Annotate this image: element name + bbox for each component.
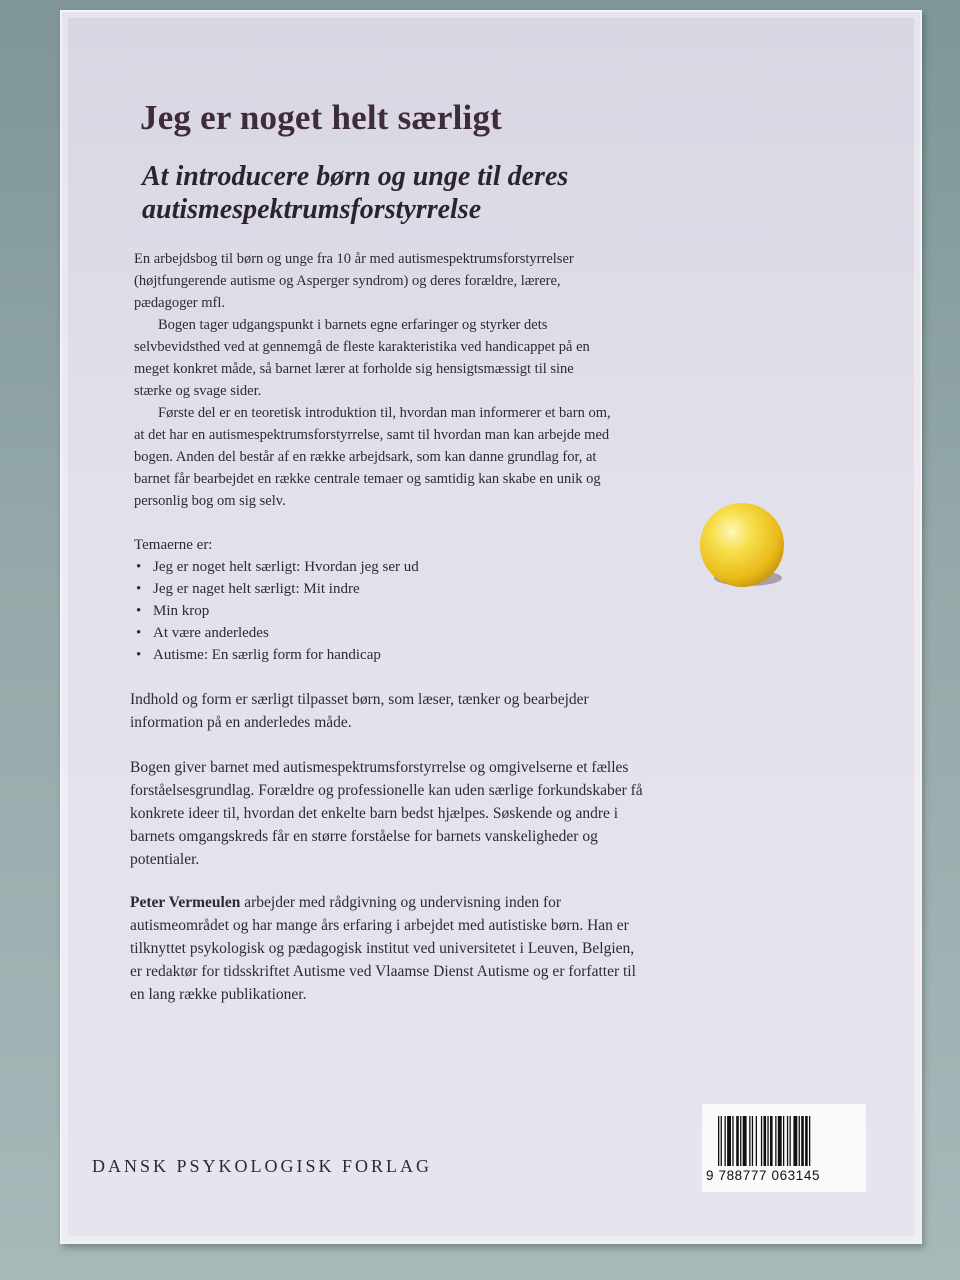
barcode-bar [764,1116,767,1166]
barcode-bar [749,1116,750,1166]
author-name: Peter Vermeulen [130,894,241,911]
book-back-cover [60,10,922,1244]
author-paragraph [130,891,650,1006]
barcode-bar [732,1116,733,1166]
theme-item [134,600,614,622]
bullet-icon: • [136,559,142,575]
themes-section [134,534,614,666]
theme-item [134,622,614,644]
intro-paragraph-1: En arbejdsbog til børn og unge fra 10 år med autismespektrumsforstyrrelser (højtfungerende autisme og Asperger syndrom) og deres forældre, lærere, pædagoger mfl. [134,251,574,311]
theme-label: Jeg er noget helt særligt: Hvordan jeg ser ud [153,559,419,575]
form-paragraph: Indhold og form er særligt tilpasset børn, som læser, tænker og bearbejder information på en anderledes måde. [130,691,589,731]
barcode-bar [736,1116,739,1166]
bullet-icon: • [136,581,142,597]
theme-item [134,578,614,600]
barcode-bar [787,1116,788,1166]
barcode-icon [708,1116,860,1168]
barcode-bar [799,1116,800,1166]
theme-label: Min krop [153,603,210,619]
barcode-bar [809,1116,810,1166]
bullet-icon: • [136,647,142,663]
themes-list [134,556,614,666]
barcode-bar [752,1116,753,1166]
themes-heading: Temaerne er: [134,537,213,553]
theme-label: Jeg er naget helt særligt: Mit indre [153,581,360,597]
barcode-bar [801,1116,804,1166]
barcode-bar [727,1116,731,1166]
bullet-icon: • [136,625,142,641]
book-title: Jeg er noget helt særligt [140,98,503,137]
theme-label: At være anderledes [153,625,269,641]
author-bio: arbejder med rådgivning og undervisning inden for autismeområdet og har mange års erfaring i arbejdet med autistiske børn. Han er tilknyttet psykologisk og pædagogisk institut ved universitetet i Leuven, Belgien, er redaktør for tidsskriftet Autisme ved Vlaamse Dienst Autisme og er forfatter til en lang række publikationer. [130,894,636,1003]
benefit-paragraph: Bogen giver barnet med autismespektrumsforstyrrelse og omgivelserne et fælles forståelsesgrundlag. Forældre og professionelle kan uden særlige forkundskaber få konkrete ideer til, hvordan det enkelte barn bedst hjælpes. Søskende og andre i barnets omgangskreds får en større forståelse for barnets vanskeligheder og potentialer. [130,759,643,868]
barcode-bar [790,1116,791,1166]
barcode [702,1104,866,1192]
intro-text [134,248,614,512]
intro-paragraph-3: Første del er en teoretisk introduktion til, hvordan man informerer et barn om, at det har en autismespektrumsforstyrrelse, samt til hvordan man kan arbejde med bogen. Anden del består af en række arbejdsark, som kan danne grundlag for, at barnet får bearbejdet en række centrale temaer og samtidig kan skabe en unik og personlig bog om sig selv. [134,405,611,509]
theme-item [134,644,614,666]
book-subtitle: At introducere børn og unge til deres autismespektrumsforstyrrelse [142,161,569,225]
barcode-bar [756,1116,757,1166]
barcode-bar [761,1116,762,1166]
yellow-ball-icon [698,502,786,590]
barcode-bar [740,1116,741,1166]
barcode-bar [778,1116,782,1166]
barcode-bar [767,1116,768,1166]
theme-item [134,556,614,578]
barcode-bar [743,1116,747,1166]
publisher-name: DANSK PSYKOLOGISK FORLAG [92,1156,433,1176]
intro-paragraph-2: Bogen tager udgangspunkt i barnets egne erfaringer og styrker dets selvbevidsthed ved at gennemgå de fleste karakteristika ved handicappet på en meget konkret måde, så barnet lærer at forholde sig hensigtsmæssigt til sine stærke og svage sider. [134,317,590,399]
bullet-icon: • [136,603,142,619]
theme-label: Autisme: En særlig form for handicap [153,647,381,663]
barcode-bar [793,1116,797,1166]
barcode-bar [770,1116,773,1166]
barcode-bar [721,1116,722,1166]
barcode-bar [725,1116,726,1166]
barcode-bar [718,1116,719,1166]
barcode-bar [805,1116,808,1166]
isbn-digits: 9 788777 063145 [706,1168,821,1183]
barcode-bar [783,1116,784,1166]
barcode-bar [775,1116,776,1166]
